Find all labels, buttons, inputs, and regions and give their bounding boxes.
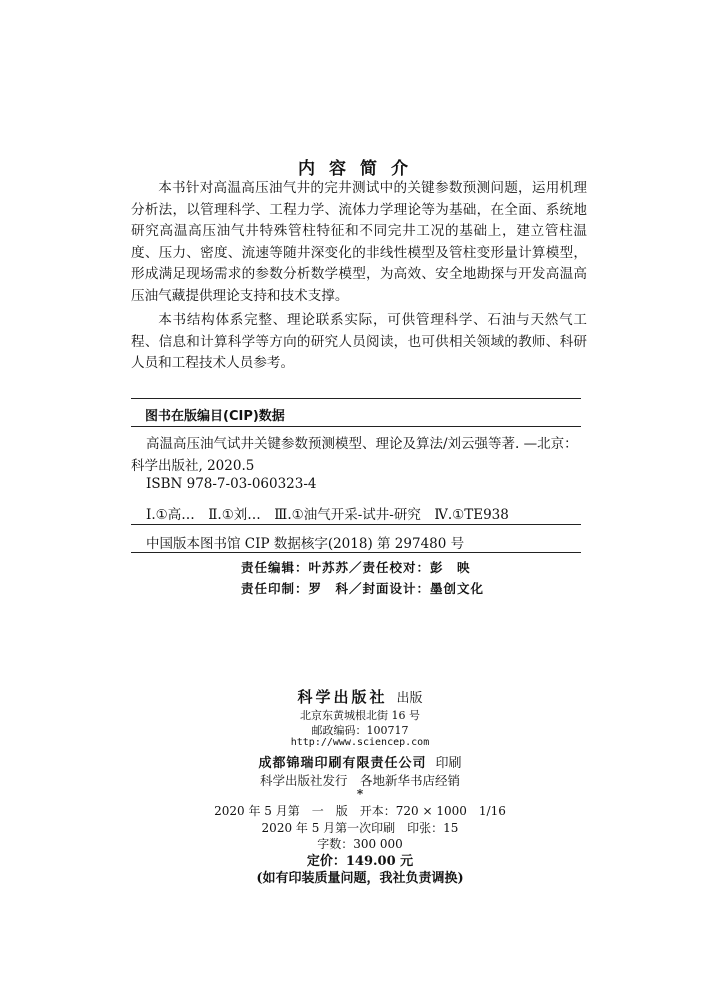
publisher-name-suffix: 出版 [396,691,423,706]
word-count: 字数：300 000 [317,837,403,851]
printing-line: 2020 年 5 月第一次印刷 印张：15 [261,821,459,835]
cip-isbn: ISBN 978-7-03-060323-4 [146,476,317,492]
cip-bottom-rule [131,552,581,553]
publisher-name: 科学出版社 [297,688,388,706]
summary-paragraph-1: 本书针对高温高压油气井的完井测试中的关键参数预测问题，运用机理分析法，以管理科学、工程力学、流体力学理论等为基础，在全面、系统地研究高温高压油气井特殊管柱特征和不同完井工况的基础上，建立管柱温度、压力、密度、流速等随井深变化的非线性模型及管柱变形量计算模型，形成满足现场需求的参数分析数学模型，为高效、安全地勘探与开发高温高压油气藏提供理论支持和技术支撑。 [131,180,587,304]
edition-line: 2020 年 5 月第 一 版 开本：720 × 1000 1/16 [214,804,506,818]
cip-top-rule [131,398,581,399]
credits-production: 责任印制：罗 科／封面设计：墨创文化 [241,581,485,596]
cip-record-number: 中国版本图书馆 CIP 数据核字(2018) 第 297480 号 [146,536,465,552]
publisher-website: http://www.sciencep.com [290,737,430,748]
separator-star: * [356,787,364,801]
printer-line [0,752,720,771]
cip-classification-rule [131,524,581,525]
distribution-line: 科学出版社发行 各地新华书店经销 [259,773,460,788]
publisher-postcode: 邮政编码：100717 [311,724,409,737]
summary-paragraph-2: 本书结构体系完整、理论联系实际，可供管理科学、石油与天然气工程、信息和计算科学等方向的研究人员阅读，也可供相关领域的教师、科研人员和工程技术人员参考。 [131,312,587,371]
quality-notice: (如有印装质量问题，我社负责调换) [256,871,464,886]
cip-heading: 图书在版编目(CIP)数据 [145,409,285,424]
summary-title: 内容简介 [298,159,422,179]
printer-suffix: 印刷 [435,756,462,771]
publisher-line [0,686,720,707]
publisher-address: 北京东黄城根北街 16 号 [300,709,420,722]
cip-description-line-2: 科学出版社, 2020.5 [131,458,255,474]
cip-classification: Ⅰ.①高… Ⅱ.①刘… Ⅲ.①油气开采-试井-研究 Ⅳ.①TE938 [146,507,509,523]
printer-name: 成都锦瑞印刷有限责任公司 [258,756,427,771]
cip-header-rule [131,426,581,427]
credits-editors: 责任编辑：叶苏苏／责任校对：彭 映 [241,560,471,575]
cip-description-line-1: 高温高压油气试井关键参数预测模型、理论及算法/刘云强等著. —北京： [146,436,578,452]
price: 定价：149.00 元 [306,854,414,869]
